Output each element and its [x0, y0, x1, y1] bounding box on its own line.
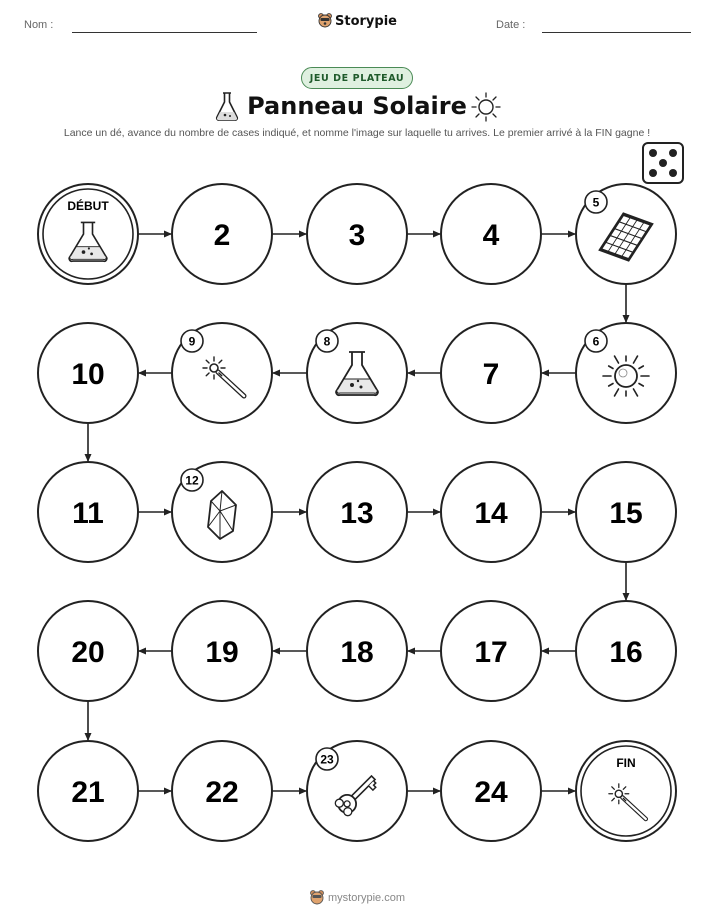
footer-url: mystorypie.com [327, 892, 406, 904]
cell-number: 4 [482, 219, 500, 252]
board-cell-7[interactable] [441, 323, 541, 423]
board-cell-23[interactable] [307, 741, 407, 841]
name-label: Nom : [24, 19, 54, 31]
cell-number: 23 [320, 752, 334, 767]
footer [0, 889, 714, 905]
board-cell-4[interactable] [441, 184, 541, 284]
board-cell-21[interactable] [38, 741, 138, 841]
board-cell-11[interactable] [38, 462, 138, 562]
board-cell-2[interactable] [172, 184, 272, 284]
cell-number: 8 [323, 334, 331, 349]
cell-number: 22 [205, 776, 239, 809]
board-cell-13[interactable] [307, 462, 407, 562]
finish-cell[interactable] [576, 741, 676, 841]
date-label: Date : [496, 19, 526, 31]
game-type-badge: JEU DE PLATEAU [301, 67, 413, 89]
cell-number: 21 [71, 776, 105, 809]
cell-number: 5 [592, 195, 600, 210]
board-cell-9[interactable] [172, 323, 272, 423]
cell-number: 15 [609, 497, 643, 530]
cell-number: 18 [340, 636, 374, 669]
board-cell-16[interactable] [576, 601, 676, 701]
bear-mascot-icon [309, 889, 325, 905]
cell-number: 9 [188, 334, 196, 349]
board-cell-5[interactable] [576, 184, 676, 284]
board-cell-20[interactable] [38, 601, 138, 701]
cell-number: 12 [185, 473, 199, 488]
board-cell-15[interactable] [576, 462, 676, 562]
cell-number: 24 [474, 776, 508, 809]
board-cell-18[interactable] [307, 601, 407, 701]
board-cell-24[interactable] [441, 741, 541, 841]
cell-number: 19 [205, 636, 239, 669]
brand-name: Storypie [335, 14, 397, 29]
cell-number: 7 [482, 358, 500, 391]
board-cell-17[interactable] [441, 601, 541, 701]
board-cell-19[interactable] [172, 601, 272, 701]
cell-number: 10 [71, 358, 105, 391]
start-cell[interactable] [38, 184, 138, 284]
cell-number: 20 [71, 636, 105, 669]
board-cell-22[interactable] [172, 741, 272, 841]
cell-number: 3 [348, 219, 366, 252]
board-cell-3[interactable] [307, 184, 407, 284]
cell-number: 14 [474, 497, 508, 530]
cell-number: 11 [72, 497, 104, 530]
finish-label: FIN [616, 756, 636, 770]
cell-number: 2 [213, 219, 231, 252]
page-title: Panneau Solaire [247, 92, 467, 120]
cell-number: 16 [609, 636, 643, 669]
board-cell-8[interactable] [307, 323, 407, 423]
instructions: Lance un dé, avance du nombre de cases indiqué, et nomme l'image sur laquelle tu arrives. Le premier arrivé à la FIN gagne ! [63, 127, 651, 139]
board-cell-10[interactable] [38, 323, 138, 423]
cell-number: 6 [592, 334, 600, 349]
board-cell-14[interactable] [441, 462, 541, 562]
cell-number: 17 [474, 636, 508, 669]
board-cell-12[interactable] [172, 462, 272, 562]
board-cell-6[interactable] [576, 323, 676, 423]
start-label: DÉBUT [67, 199, 109, 213]
cell-number: 13 [340, 497, 374, 530]
dice-icon [643, 143, 683, 183]
